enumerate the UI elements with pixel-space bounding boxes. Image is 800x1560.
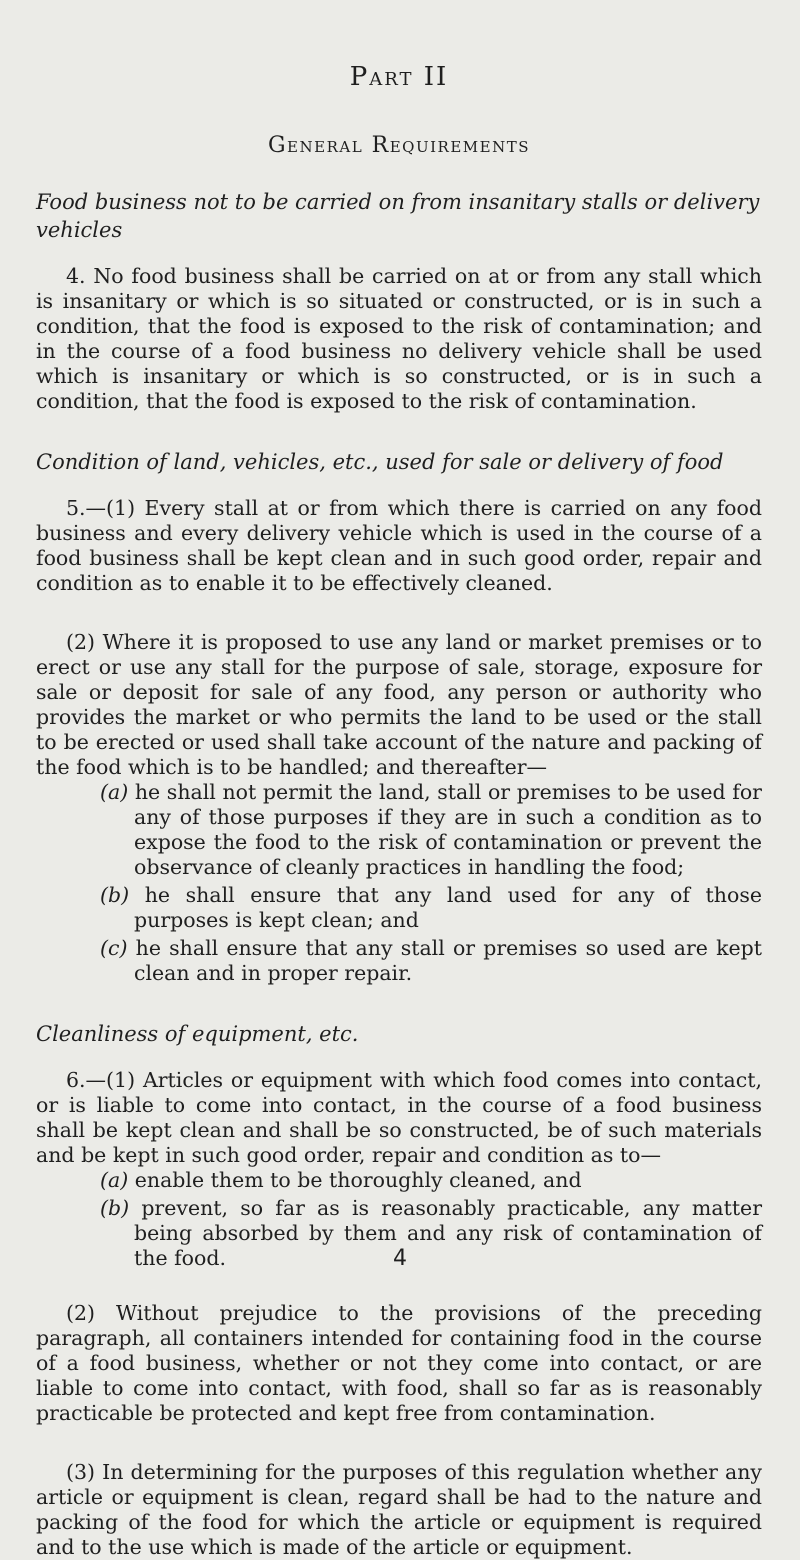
item-text: enable them to be thoroughly cleaned, and (134, 1168, 582, 1192)
list-item (100, 1168, 762, 1193)
regulation-6-paragraph-1: 6.—(1) Articles or equipment with which food comes into contact, or is liable to come into contact, in the course of a food business shall be kept clean and shall be so constructed, be of such materials and be kept in such good order, repair and condition as to— (36, 1068, 762, 1167)
list-item (100, 936, 762, 986)
regulation-4 (36, 188, 762, 414)
regulation-5-sublist (100, 780, 762, 986)
page-number: 4 (393, 1246, 407, 1271)
regulation-6-paragraph-3: (3) In determining for the purposes of this regulation whether any article or equipment is clean, regard shall be had to the nature and packing of the food for which the article or equipment is required and to the use which is made of the article or equipment. (36, 1460, 762, 1559)
regulation-5-paragraph-2: (2) Where it is proposed to use any land or market premises or to erect or use any stall for the purpose of sale, storage, exposure for sale or deposit for sale of any food, any person or authority who provides the market or who permits the land to be used or the stall to be erected or used shall take account of the nature and packing of the food which is to be handled; and thereafter— (36, 630, 762, 779)
list-item (100, 883, 762, 933)
item-text: he shall not permit the land, stall or premises to be used for any of those purposes if they are in such a condition as to expose the food to the risk of contamination or prevent the observance of cleanly practices in handling the food; (134, 780, 762, 879)
regulation-4-heading: Food business not to be carried on from insanitary stalls or delivery vehicles (36, 190, 760, 242)
regulation-6 (36, 1020, 762, 1560)
list-item (100, 780, 762, 880)
item-letter: (b) (100, 883, 130, 907)
regulation-6-heading: Cleanliness of equipment, etc. (36, 1022, 359, 1046)
item-text: prevent, so far as is reasonably practicable, any matter being absorbed by them and any risk of contamination of the food. (134, 1196, 762, 1270)
regulation-6-paragraph-2: (2) Without prejudice to the provisions of the preceding paragraph, all containers intended for containing food in the course of a food business, whether or not they come into contact, or are liable to come into contact, with food, shall so far as is reasonably practicable be protected and kept free from contamination. (36, 1301, 762, 1425)
regulation-4-text: 4. No food business shall be carried on at or from any stall which is insanitary or which is so situated or constructed, or is in such a condition, that the food is exposed to the risk of contamination; and in the course of a food business no delivery vehicle shall be used which is insanitary or which is so constructed, or is in such a condition, that the food is exposed to the risk of contamination. (36, 264, 762, 413)
item-text: he shall ensure that any stall or premises so used are kept clean and in proper repair. (134, 936, 762, 985)
item-letter: (b) (100, 1196, 130, 1220)
regulation-5-paragraph-1: 5.—(1) Every stall at or from which there is carried on any food business and every delivery vehicle which is used in the course of a food business shall be kept clean and in such good order, repair and condition as to enable it to be effectively cleaned. (36, 496, 762, 595)
regulation-5-heading: Condition of land, vehicles, etc., used for sale or delivery of food (36, 450, 724, 474)
item-letter: (c) (100, 936, 128, 960)
part-title: Part II (349, 62, 449, 92)
item-letter: (a) (100, 1168, 129, 1192)
item-text: he shall ensure that any land used for any of those purposes is kept clean; and (134, 883, 762, 932)
item-letter: (a) (100, 780, 129, 804)
section-title: General Requirements (267, 133, 530, 158)
regulation-5 (36, 448, 762, 986)
